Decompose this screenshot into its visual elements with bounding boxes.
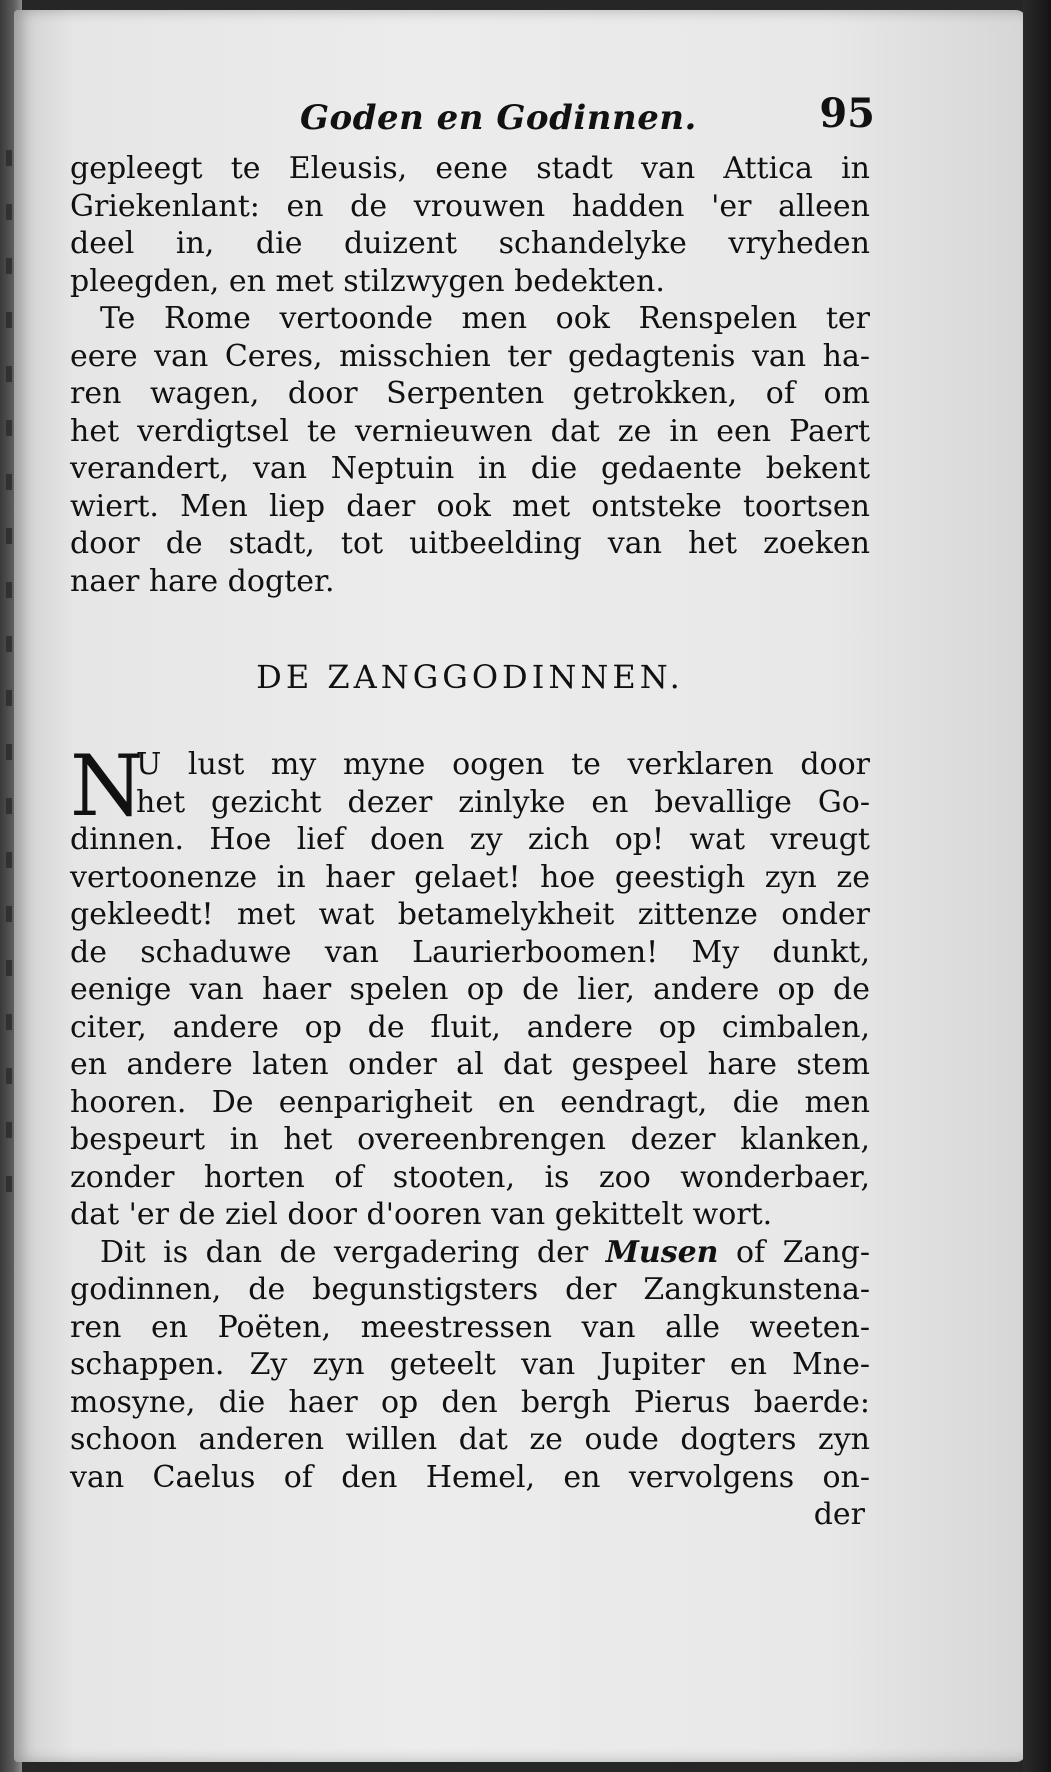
text-line: gepleegt te Eleusis, eene stadt van Attica in <box>70 151 870 186</box>
italic-term: Musen <box>605 1234 719 1270</box>
text-line: dat 'er de ziel door d'ooren van gekittelt wort. <box>70 1197 773 1232</box>
text-line: dinnen. Hoe lief doen zy zich op! wat vreugt <box>70 822 870 857</box>
text-line: eenige van haer spelen op de lier, andere op de <box>70 972 870 1007</box>
text-line: schappen. Zy zyn geteelt van Jupiter en Mne- <box>70 1347 870 1382</box>
text-line: hooren. De eenparigheit en eendragt, die men <box>70 1084 870 1120</box>
text-line: door de stadt, tot uitbeelding van het zoeken <box>70 526 870 561</box>
facing-page-bleed-through <box>6 150 16 1350</box>
text-line: vertoonenze in haer gelaet! hoe geestigh zyn ze <box>70 859 870 895</box>
running-head: Goden en Godinnen. <box>300 98 697 138</box>
paragraph <box>70 150 870 300</box>
text-line: Te Rome vertoonde men ook Renspelen ter <box>100 301 870 336</box>
text-line: pleegden, en met stilzwygen bedekten. <box>70 263 665 299</box>
text-line: van Caelus of den Hemel, en vervolgens on- <box>70 1459 870 1495</box>
text-line: deel in, die duizent schandelyke vryheden <box>70 226 870 261</box>
text-line: zonder horten of stooten, is zoo wonderbaer, <box>70 1159 870 1195</box>
text-line: gekleedt! met wat betamelykheit zittenze onder <box>70 897 870 932</box>
text-line: verandert, van Neptuin in die gedaente bekent <box>70 451 870 486</box>
drop-cap: N <box>70 737 144 835</box>
text-line: schoon anderen willen dat ze oude dogters zyn <box>70 1422 870 1457</box>
text-line: U lust my myne oogen te verklaren door <box>136 747 870 782</box>
text-line: wiert. Men liep daer ook met ontsteke toortsen <box>70 488 870 524</box>
text-line: de schaduwe van Laurierboomen! My dunkt, <box>70 934 870 970</box>
text-run: Dit is dan de vergadering der <box>100 1234 606 1270</box>
text-line: ren en Poëten, meestressen van alle weeten- <box>70 1309 870 1345</box>
text-line: mosyne, die haer op den bergh Pierus baerde: <box>70 1384 870 1420</box>
text-line: bespeurt in het overeenbrengen dezer klanken, <box>70 1122 870 1157</box>
paragraph <box>70 1234 870 1497</box>
text-line: citer, andere op de fluit, andere op cimbalen, <box>70 1009 870 1045</box>
page-number: 95 <box>819 90 875 137</box>
page-text <box>70 90 875 1534</box>
text-run: of Zang- <box>718 1234 870 1270</box>
text-line: ren wagen, door Serpenten getrokken, of om <box>70 376 870 411</box>
text-line: het gezicht dezer zinlyke en bevallige Go- <box>136 784 870 820</box>
page-header <box>70 90 875 150</box>
text-line: godinnen, de begunstigsters der Zangkunstena- <box>70 1272 870 1307</box>
text-line <box>70 1234 870 1272</box>
book-right-edge <box>1023 0 1051 1772</box>
section-title: DE ZANGGODINNEN. <box>256 658 684 696</box>
paragraph <box>70 300 870 600</box>
catchword: der <box>813 1497 865 1532</box>
paragraph <box>70 737 870 1234</box>
text-line: het verdigtsel te vernieuwen dat ze in een Paert <box>70 413 870 449</box>
text-line: Griekenlant: en de vrouwen hadden 'er alleen <box>70 188 870 224</box>
text-line: en andere laten onder al dat gespeel hare stem <box>70 1047 870 1082</box>
text-line: naer hare dogter. <box>70 563 335 599</box>
text-line: eere van Ceres, misschien ter gedagtenis van ha- <box>70 338 870 374</box>
